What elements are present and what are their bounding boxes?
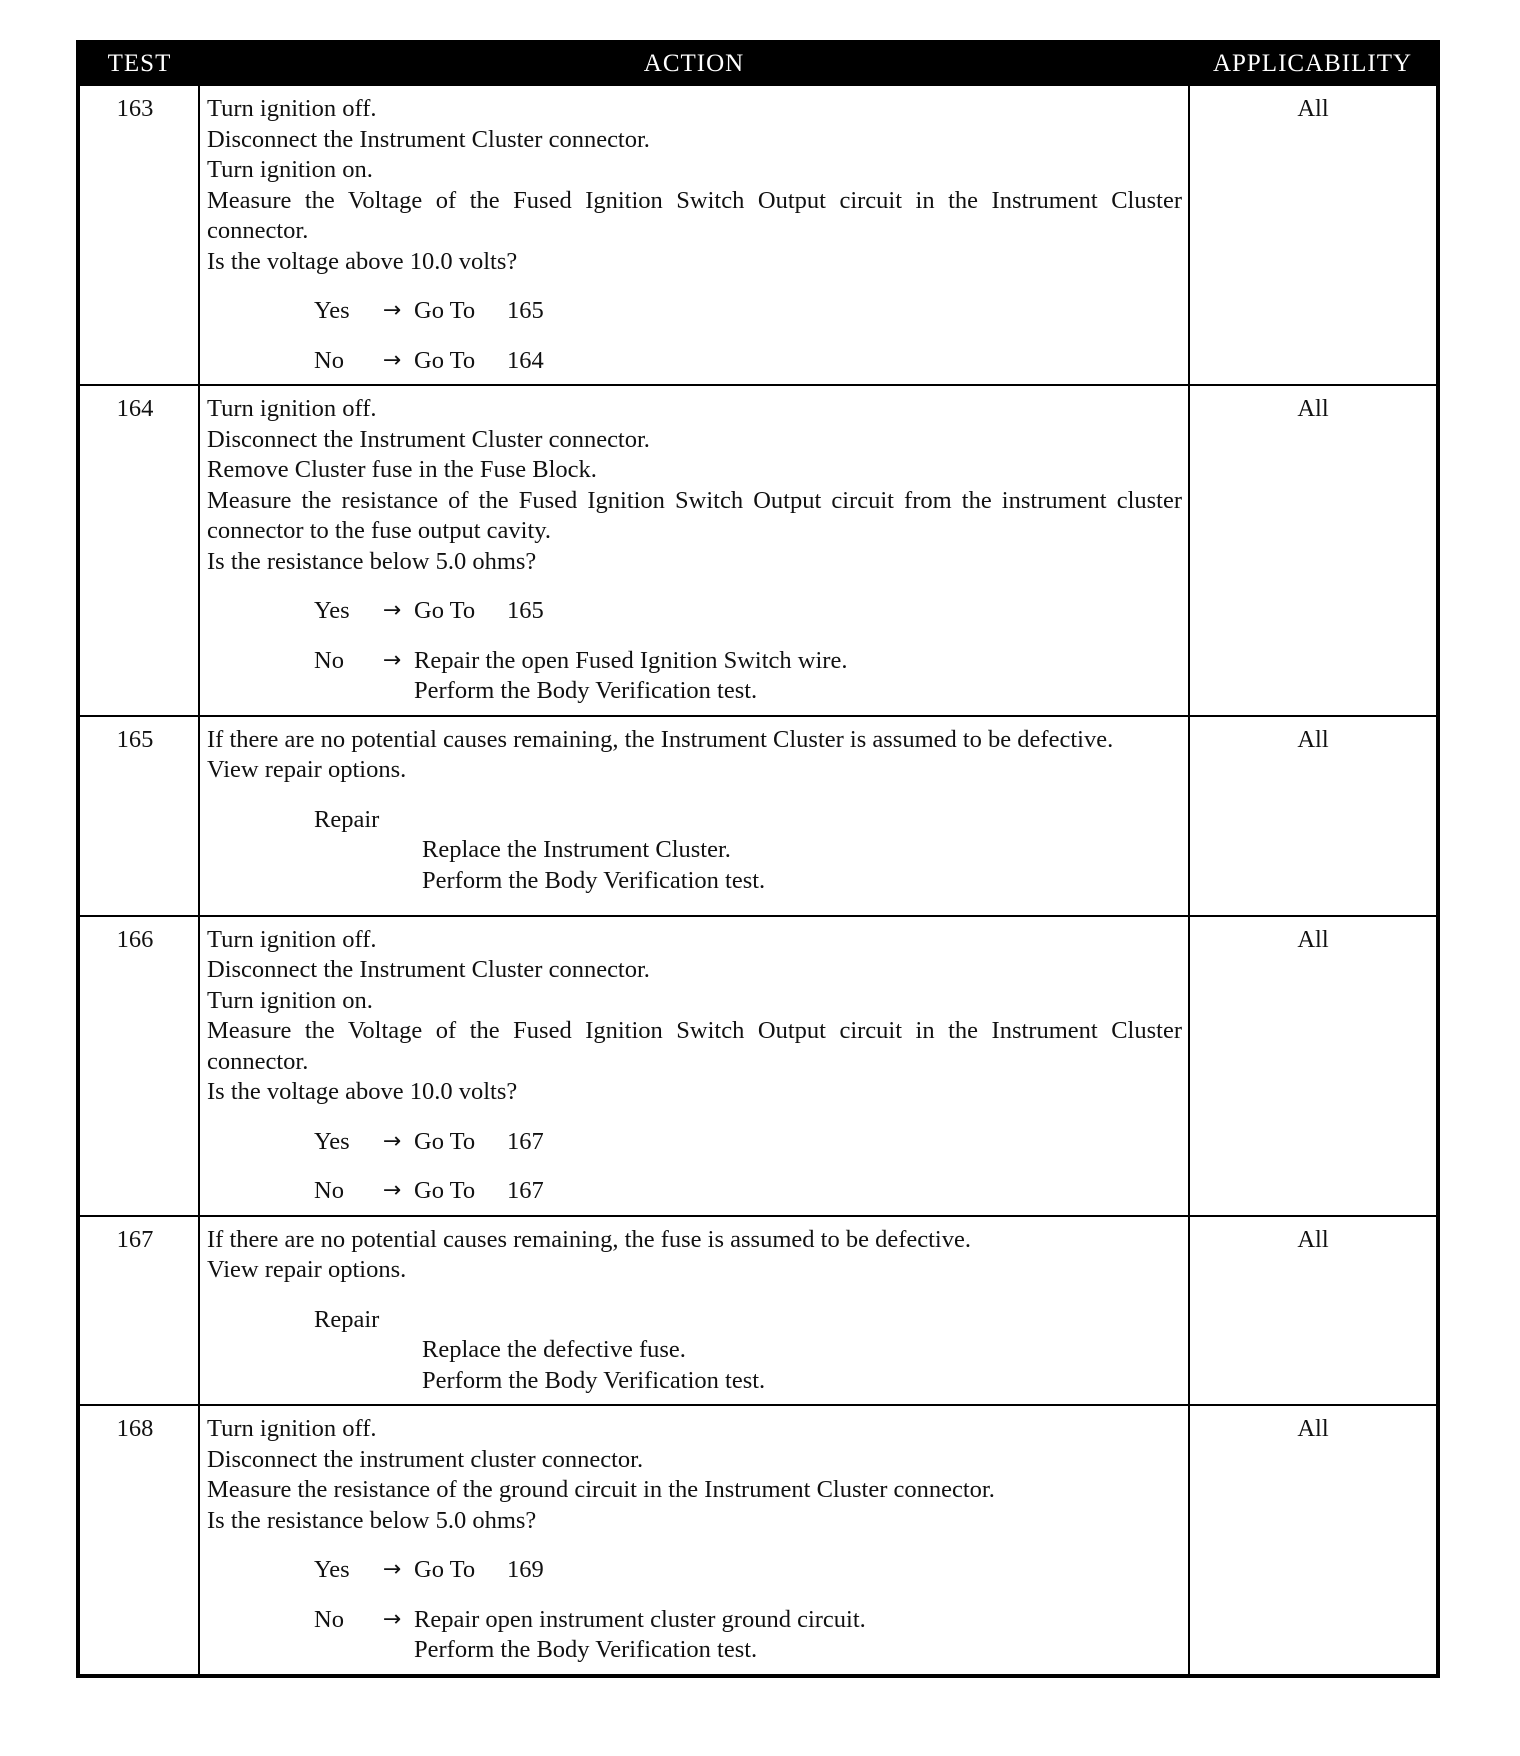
action-cell	[199, 716, 1189, 916]
goto-instruction	[414, 1127, 544, 1158]
yes-label: Yes	[314, 1556, 350, 1583]
repair-line: Perform the Body Verification test.	[414, 1636, 758, 1663]
diagnostic-test-table	[76, 40, 1440, 1678]
action-step: Disconnect the instrument cluster connector.	[207, 1445, 644, 1473]
yes-label: Yes	[314, 297, 350, 324]
yes-label: Yes	[314, 1127, 350, 1155]
repair-block	[207, 1305, 1182, 1397]
applicability-cell: All	[1189, 385, 1438, 716]
applicability-cell: All	[1189, 1216, 1438, 1406]
applicability-cell: All	[1189, 716, 1438, 916]
goto-target: 164	[507, 346, 544, 374]
goto-instruction	[414, 346, 544, 377]
no-branch	[207, 1176, 1182, 1207]
goto-target: 167	[507, 1177, 544, 1204]
action-step: If there are no potential causes remaining, the Instrument Cluster is assumed to be defective.	[207, 725, 1114, 753]
goto-instruction	[414, 596, 544, 627]
action-step: View repair options.	[207, 1256, 407, 1283]
goto-target: 165	[507, 297, 544, 324]
arrow-right-icon: →	[382, 647, 402, 673]
test-number: 167	[78, 1216, 199, 1406]
test-number: 168	[78, 1405, 199, 1676]
header-test: TEST	[78, 42, 199, 85]
no-branch	[207, 1605, 1182, 1666]
table-row	[78, 916, 1438, 1216]
goto-label: Go To	[414, 346, 476, 374]
no-label: No	[314, 1605, 344, 1633]
action-step: Turn ignition off.	[207, 395, 377, 422]
arrow-right-icon: →	[382, 1557, 402, 1582]
no-label: No	[314, 346, 344, 374]
table-row	[78, 1405, 1438, 1676]
action-step: Turn ignition on.	[207, 986, 373, 1014]
header-applicability: APPLICABILITY	[1189, 42, 1438, 85]
repair-instruction	[422, 1335, 1182, 1396]
action-step: Is the voltage above 10.0 volts?	[207, 247, 518, 275]
action-step: Disconnect the Instrument Cluster connector.	[207, 956, 650, 983]
goto-instruction	[414, 296, 544, 327]
goto-label: Go To	[414, 597, 476, 624]
action-step: Disconnect the Instrument Cluster connector.	[207, 425, 650, 453]
action-step: Turn ignition off.	[207, 95, 377, 122]
repair-line: Repair the open Fused Ignition Switch wire.	[414, 646, 848, 674]
action-step: View repair options.	[207, 756, 407, 783]
repair-line: Repair open instrument cluster ground circuit.	[414, 1605, 866, 1633]
action-cell	[199, 916, 1189, 1216]
test-number: 163	[78, 85, 199, 385]
repair-instruction	[422, 835, 1182, 896]
action-step: Is the voltage above 10.0 volts?	[207, 1078, 518, 1105]
repair-instruction	[414, 1605, 866, 1666]
repair-instruction	[414, 646, 847, 707]
goto-target: 169	[507, 1556, 544, 1583]
applicability-cell: All	[1189, 1405, 1438, 1676]
test-number: 164	[78, 385, 199, 716]
test-number: 166	[78, 916, 199, 1216]
repair-line: Replace the defective fuse.	[422, 1336, 686, 1363]
repair-line: Replace the Instrument Cluster.	[422, 836, 731, 863]
repair-block	[207, 805, 1182, 897]
action-step: Is the resistance below 5.0 ohms?	[207, 547, 537, 575]
no-branch	[207, 646, 1182, 707]
action-cell	[199, 1405, 1189, 1676]
action-step: Is the resistance below 5.0 ohms?	[207, 1506, 537, 1534]
yes-branch	[207, 296, 1182, 327]
repair-label: Repair	[314, 1305, 380, 1333]
no-label: No	[314, 646, 344, 674]
yes-branch	[207, 1555, 1182, 1586]
arrow-right-icon: →	[382, 598, 402, 623]
action-step: Turn ignition off.	[207, 1415, 377, 1442]
table-row	[78, 716, 1438, 916]
table-header-row	[78, 42, 1438, 85]
header-action: ACTION	[199, 42, 1189, 85]
action-cell	[199, 385, 1189, 716]
action-step: Measure the resistance of the ground circuit in the Instrument Cluster connector.	[207, 1476, 995, 1503]
goto-instruction	[414, 1176, 544, 1207]
action-step: Measure the Voltage of the Fused Ignition Switch Output circuit in the Instrument Cluster connector.	[207, 1017, 1182, 1075]
repair-line: Perform the Body Verification test.	[422, 1366, 766, 1394]
yes-label: Yes	[314, 597, 350, 624]
action-step: Remove Cluster fuse in the Fuse Block.	[207, 456, 597, 483]
repair-line: Perform the Body Verification test.	[414, 677, 758, 704]
applicability-cell: All	[1189, 85, 1438, 385]
action-step: Measure the Voltage of the Fused Ignition Switch Output circuit in the Instrument Cluster connector.	[207, 186, 1182, 244]
test-number: 165	[78, 716, 199, 916]
yes-branch	[207, 1127, 1182, 1158]
no-label: No	[314, 1177, 344, 1204]
goto-label: Go To	[414, 1127, 476, 1155]
action-cell	[199, 85, 1189, 385]
action-step: Disconnect the Instrument Cluster connector.	[207, 125, 650, 153]
table-row	[78, 385, 1438, 716]
goto-label: Go To	[414, 1177, 476, 1204]
action-step: Turn ignition off.	[207, 925, 377, 953]
arrow-right-icon: →	[382, 298, 402, 323]
goto-label: Go To	[414, 1556, 476, 1583]
action-step: If there are no potential causes remaining, the fuse is assumed to be defective.	[207, 1225, 971, 1253]
action-step: Measure the resistance of the Fused Ignition Switch Output circuit from the instrument cluster connector to the fuse output cavity.	[207, 486, 1182, 544]
arrow-right-icon: →	[382, 1128, 402, 1154]
arrow-right-icon: →	[382, 347, 402, 373]
goto-target: 165	[507, 597, 544, 624]
applicability-cell: All	[1189, 916, 1438, 1216]
repair-label: Repair	[314, 805, 380, 833]
action-cell	[199, 1216, 1189, 1406]
yes-branch	[207, 596, 1182, 627]
arrow-right-icon: →	[382, 1606, 402, 1632]
arrow-right-icon: →	[382, 1178, 402, 1203]
action-step: Turn ignition on.	[207, 156, 373, 183]
table-row	[78, 1216, 1438, 1406]
no-branch	[207, 346, 1182, 377]
goto-target: 167	[507, 1127, 544, 1155]
repair-line: Perform the Body Verification test.	[422, 866, 766, 894]
table-row	[78, 85, 1438, 385]
goto-instruction	[414, 1555, 544, 1586]
goto-label: Go To	[414, 297, 476, 324]
